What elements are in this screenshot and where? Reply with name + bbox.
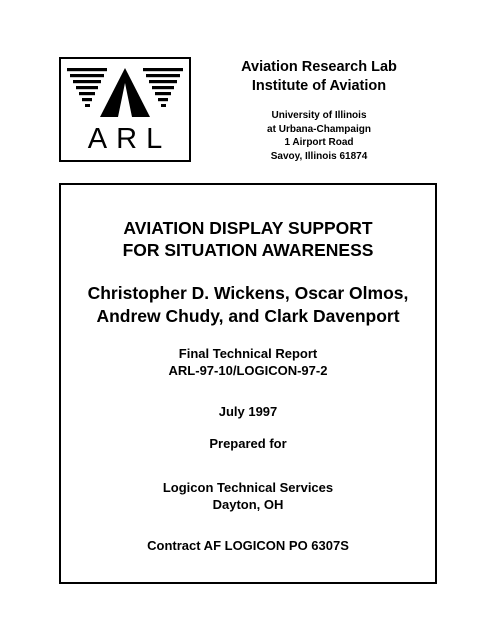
org-location: Dayton, OH bbox=[212, 497, 284, 512]
lab-name: Aviation Research Lab bbox=[241, 59, 397, 75]
contract-number: Contract AF LOGICON PO 6307S bbox=[147, 538, 349, 553]
lab-info bbox=[212, 58, 426, 163]
report-cover-box bbox=[59, 183, 437, 584]
sponsor-organization bbox=[61, 479, 435, 513]
report-type-line: Final Technical Report bbox=[178, 346, 318, 361]
institute-name: Institute of Aviation bbox=[251, 78, 387, 94]
address-line: at Urbana-Champaign bbox=[267, 123, 371, 135]
title-line: AVIATION DISPLAY SUPPORT bbox=[123, 218, 373, 238]
report-type bbox=[61, 345, 435, 379]
title-line: FOR SITUATION AWARENESS bbox=[122, 240, 374, 260]
report-authors bbox=[61, 282, 435, 328]
org-name: Logicon Technical Services bbox=[162, 480, 334, 495]
lab-address bbox=[212, 109, 426, 163]
address-line: University of Illinois bbox=[271, 110, 367, 121]
logo-text: ARL bbox=[87, 123, 172, 155]
address-line: Savoy, Illinois 61874 bbox=[270, 150, 368, 162]
arl-logo bbox=[59, 57, 191, 162]
report-date: July 1997 bbox=[218, 404, 278, 419]
authors-line: Andrew Chudy, and Clark Davenport bbox=[96, 306, 400, 326]
address-line: 1 Airport Road bbox=[284, 137, 354, 148]
authors-line: Christopher D. Wickens, Oscar Olmos, bbox=[87, 283, 409, 303]
report-number: ARL-97-10/LOGICON-97-2 bbox=[168, 363, 328, 378]
report-title bbox=[61, 217, 435, 261]
prepared-for-label: Prepared for bbox=[209, 436, 287, 451]
